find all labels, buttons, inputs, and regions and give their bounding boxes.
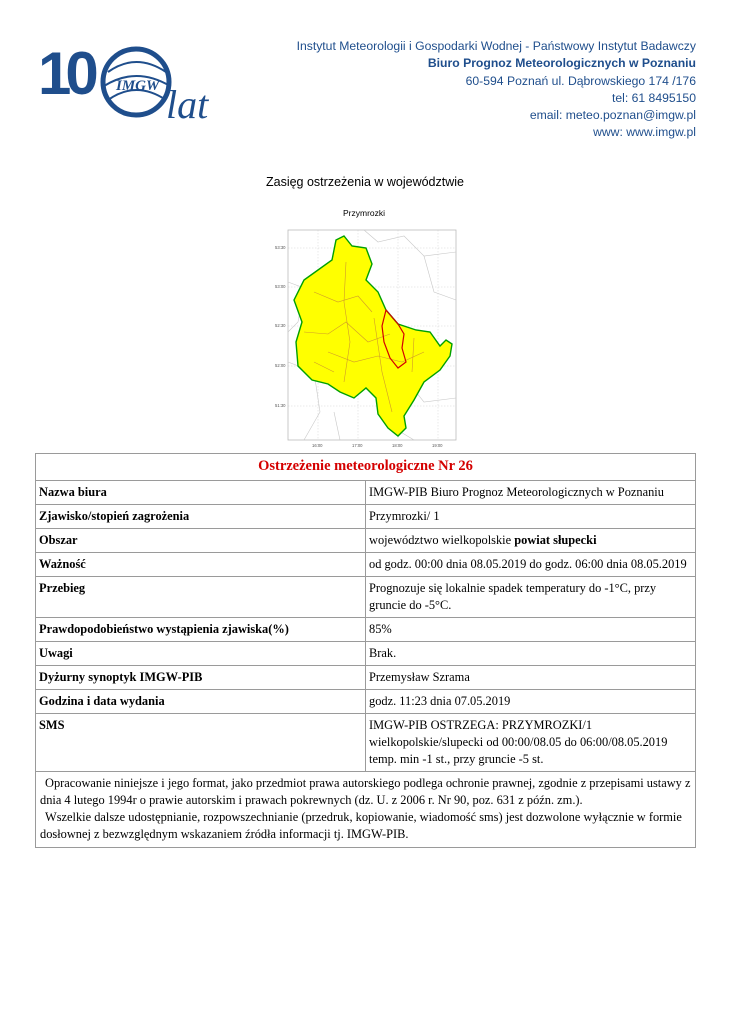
row-value	[366, 529, 696, 553]
row-value: Brak.	[366, 642, 696, 666]
lat-label: 52:30	[275, 323, 286, 328]
row-value: 85%	[366, 618, 696, 642]
office-address: 60-594 Poznań ul. Dąbrowskiego 174 /176	[465, 73, 696, 88]
lat-label: 51:30	[275, 403, 286, 408]
row-key: SMS	[36, 714, 366, 772]
lat-label: 53:00	[275, 284, 286, 289]
copyright-row	[36, 772, 696, 848]
table-row	[36, 618, 696, 642]
imgw-100-years-logo	[38, 42, 228, 126]
lon-label: 19:00	[432, 443, 443, 448]
office-phone: tel: 61 8495150	[611, 90, 696, 105]
row-key: Ważność	[36, 553, 366, 577]
row-value: IMGW-PIB OSTRZEGA: PRZYMROZKI/1 wielkopolskie/slupecki od 00:00/08.05 do 06:00/08.05.2019 temp. min -1 st., przy gruncie -5 st.	[366, 714, 696, 772]
office-website[interactable]: www: www.imgw.pl	[593, 125, 696, 140]
redistribution-text: Wszelkie dalsze udostępnianie, rozpowszechnianie (przedruk, kopiowanie, wiadomość sms) jest dozwolone wyłącznie w formie dosłownej z bezwzględnym wskazaniem źródła informacji tj. IMGW-PIB.	[40, 810, 682, 841]
row-key: Zjawisko/stopień zagrożenia	[36, 505, 366, 529]
warning-header-row	[36, 454, 696, 481]
row-key: Obszar	[36, 529, 366, 553]
lon-label: 17:00	[352, 443, 363, 448]
table-row	[36, 529, 696, 553]
row-value: Prognozuje się lokalnie spadek temperatury do -1°C, przy gruncie do -5°C.	[366, 577, 696, 618]
row-key: Uwagi	[36, 642, 366, 666]
range-title: Zasięg ostrzeżenia w województwie	[265, 175, 464, 189]
logo-number: 10	[38, 42, 93, 107]
row-key: Godzina i data wydania	[36, 690, 366, 714]
lon-label: 16:00	[312, 443, 323, 448]
copyright-notice	[36, 772, 696, 848]
lat-label: 52:00	[275, 363, 286, 368]
row-key: Dyżurny synoptyk IMGW-PIB	[36, 666, 366, 690]
row-key: Prawdopodobieństwo wystąpienia zjawiska(%)	[36, 618, 366, 642]
table-row	[36, 690, 696, 714]
area-region: województwo wielkopolskie	[369, 533, 515, 547]
warning-table	[35, 453, 696, 848]
table-row	[36, 481, 696, 505]
row-value: IMGW-PIB Biuro Prognoz Meteorologicznych w Poznaniu	[366, 481, 696, 505]
table-row	[36, 666, 696, 690]
office-email[interactable]: email: meteo.poznan@imgw.pl	[529, 108, 696, 123]
table-row	[36, 714, 696, 772]
institute-header	[297, 38, 696, 142]
row-key: Nazwa biura	[36, 481, 366, 505]
warning-map	[274, 222, 470, 454]
logo-badge: IMGW	[116, 78, 160, 94]
table-row	[36, 505, 696, 529]
row-value: od godz. 00:00 dnia 08.05.2019 do godz. 06:00 dnia 08.05.2019	[366, 553, 696, 577]
warning-title: Ostrzeżenie meteorologiczne Nr 26	[36, 454, 696, 481]
row-value: Przemysław Szrama	[366, 666, 696, 690]
row-value: Przymrozki/ 1	[366, 505, 696, 529]
map-title: Przymrozki	[342, 208, 386, 218]
row-value: godz. 11:23 dnia 07.05.2019	[366, 690, 696, 714]
logo-suffix: lat	[166, 82, 209, 126]
lat-label: 53:30	[275, 245, 286, 250]
area-county: powiat słupecki	[514, 533, 597, 547]
institute-name: Instytut Meteorologii i Gospodarki Wodnej - Państwowy Instytut Badawczy	[296, 39, 696, 53]
table-row	[36, 553, 696, 577]
table-row	[36, 642, 696, 666]
row-key: Przebieg	[36, 577, 366, 618]
office-name: Biuro Prognoz Meteorologicznych w Poznaniu	[427, 56, 696, 71]
lon-label: 18:00	[392, 443, 403, 448]
copyright-text: Opracowanie niniejsze i jego format, jako przedmiot prawa autorskiego podlega ochronie prawnej, zgodnie z przepisami ustawy z dnia 4 lutego 1994r o prawie autorskim i prawach pokrewnych (dz. U. z 2006 r. Nr 90, poz. 631 z późn. zm.).	[40, 776, 691, 807]
table-row	[36, 577, 696, 618]
